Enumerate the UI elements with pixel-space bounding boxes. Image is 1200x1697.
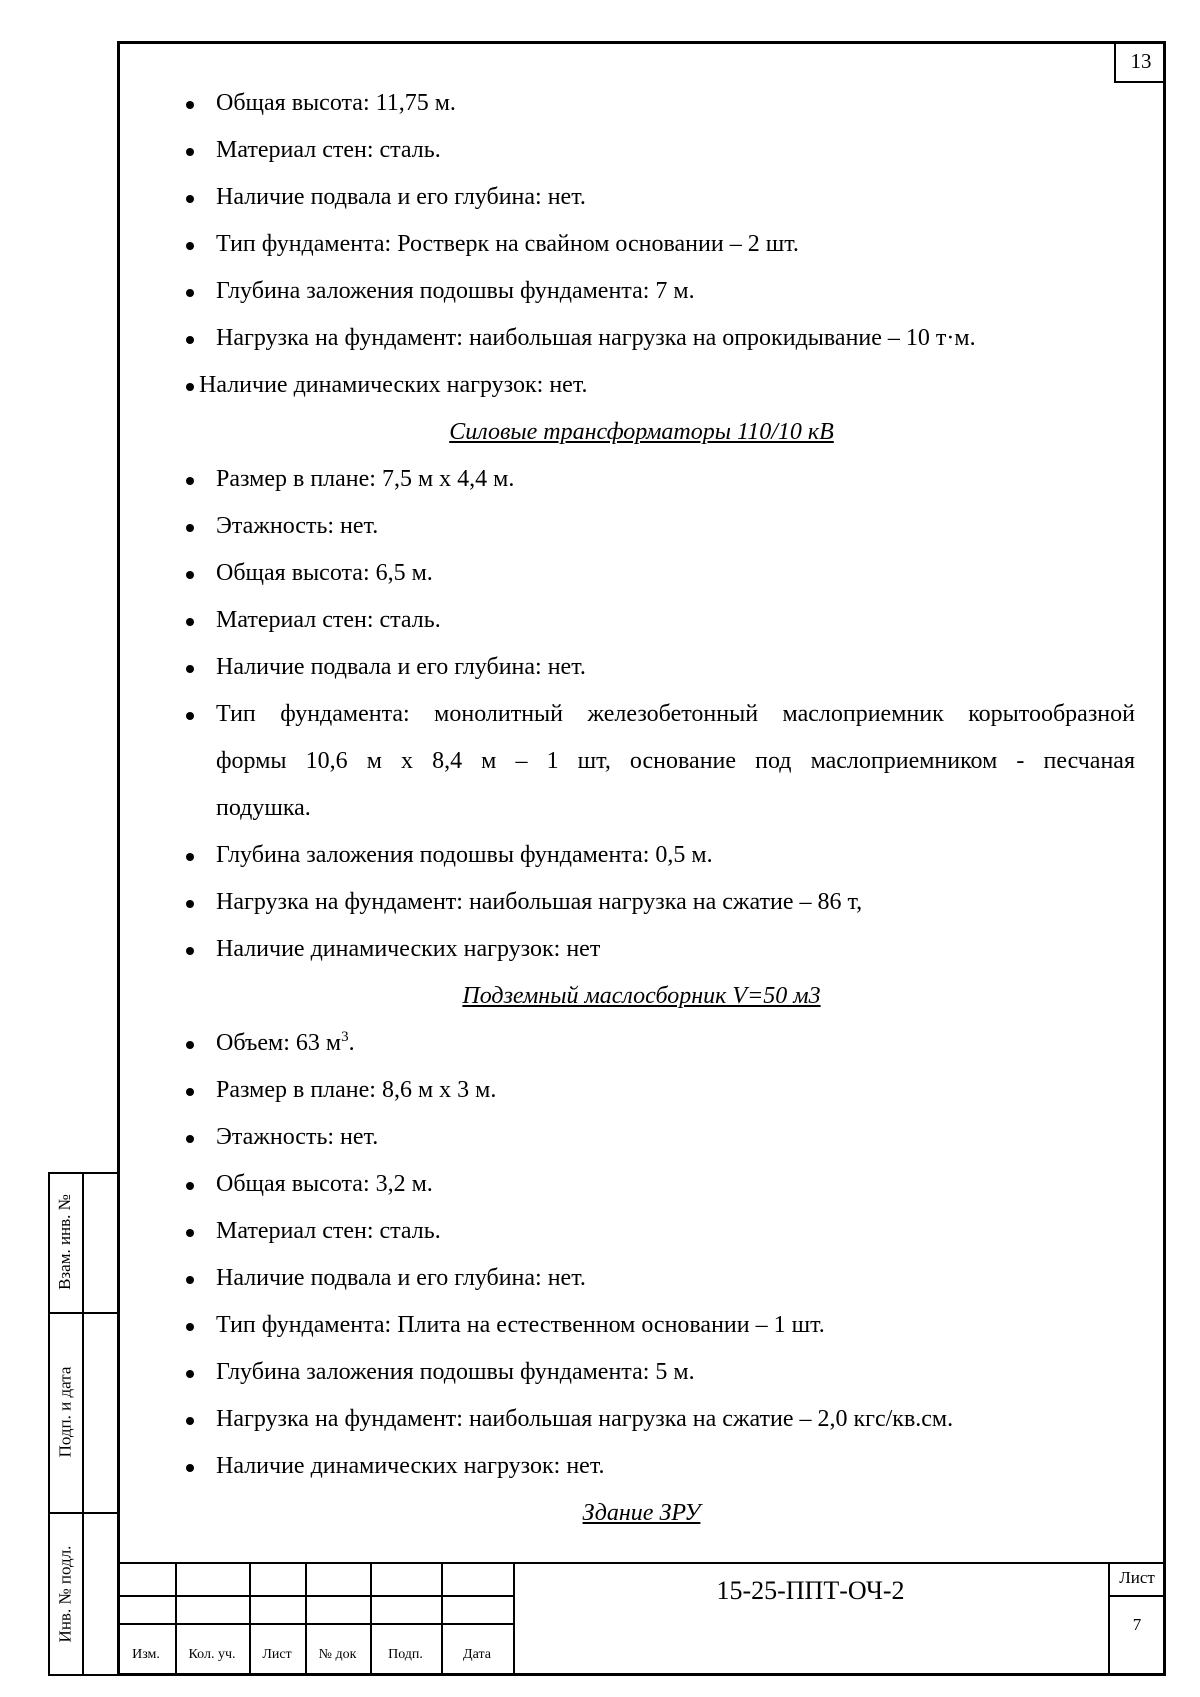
bullet-icon	[186, 1370, 194, 1378]
bullet-icon	[186, 148, 194, 156]
bullet-icon	[186, 900, 194, 908]
bullet-icon	[186, 1182, 194, 1190]
section-heading-zru: Здание ЗРУ	[582, 1500, 701, 1526]
stamp-col-list: Лист	[262, 1647, 292, 1662]
stamp-col-doc-num: № док	[318, 1647, 357, 1662]
section-heading-oil-collector: Подземный маслосборник V=50 м3	[462, 983, 821, 1009]
stamp-col-date: Дата	[463, 1647, 491, 1662]
bullet-icon	[186, 665, 194, 673]
stamp-col-signature: Подп.	[388, 1647, 423, 1662]
stamp-col-kol-uch: Кол. уч.	[188, 1647, 236, 1662]
bullet-icon	[186, 571, 194, 579]
bullet-icon	[186, 195, 194, 203]
side-label-original-inv: Инв. № подл.	[55, 1545, 74, 1643]
bullet-icon	[186, 618, 194, 626]
bullet-icon	[186, 242, 194, 250]
bullet-icon	[186, 477, 194, 485]
bullet-icon	[186, 289, 194, 297]
side-label-replacement-inv: Взам. инв. №	[55, 1194, 74, 1290]
sheet-number: 7	[1132, 1615, 1142, 1634]
bullet-icon	[186, 336, 194, 344]
sheet-label: Лист	[1119, 1568, 1155, 1587]
bullet-icon	[186, 1464, 194, 1472]
top-page-number: 13	[1114, 41, 1166, 83]
bullet-icon	[186, 1323, 194, 1331]
bullet-icon	[186, 853, 194, 861]
document-code: 15-25-ППТ-ОЧ-2	[716, 1576, 905, 1605]
side-label-signature-date: Подп. и дата	[55, 1366, 75, 1458]
bullet-icon	[186, 1229, 194, 1237]
bullet-icon	[186, 1088, 194, 1096]
side-stamp-divider	[82, 1172, 84, 1676]
bullet-icon	[186, 947, 194, 955]
stamp-col-izm: Изм.	[132, 1647, 160, 1662]
bullet-icon	[186, 1041, 194, 1049]
list-item-continuation: формы 10,6 м х 8,4 м – 1 шт, основание под маслоприемником - песчаная	[216, 748, 1135, 774]
bullet-icon	[186, 383, 194, 391]
bullet-icon	[186, 1135, 194, 1143]
list-item-continuation: подушка.	[216, 795, 311, 821]
bullet-icon	[186, 524, 194, 532]
bullet-icon	[186, 1417, 194, 1425]
bullet-icon	[186, 101, 194, 109]
section-heading-transformers: Силовые трансформаторы 110/10 кВ	[449, 419, 834, 445]
bullet-icon	[186, 712, 194, 720]
bullet-icon	[186, 1276, 194, 1284]
